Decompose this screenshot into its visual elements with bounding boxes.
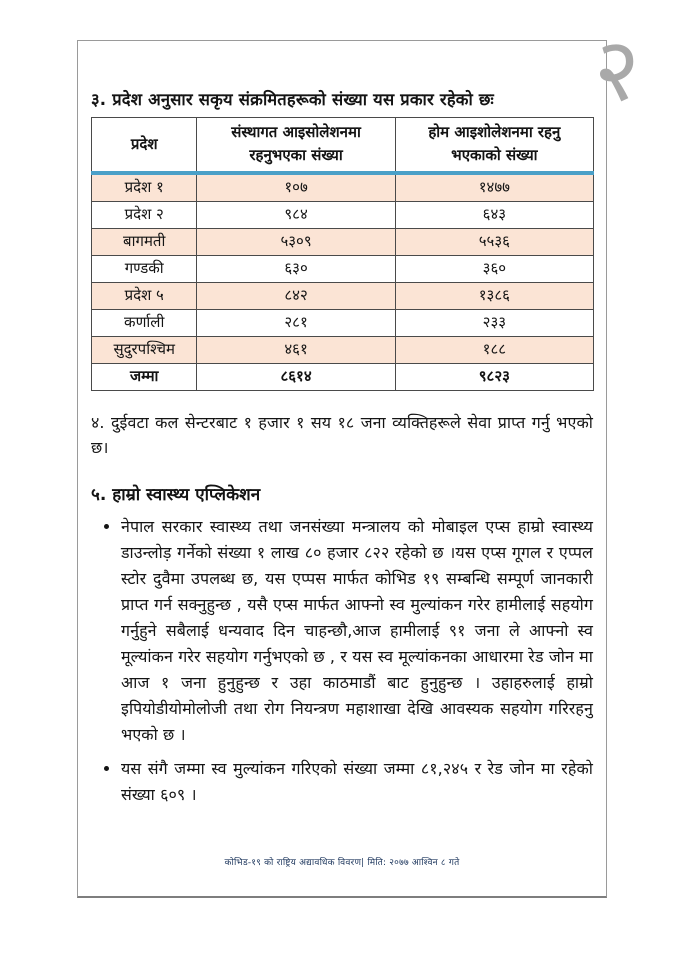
home-count-cell: १८८ [395, 336, 593, 363]
section3-heading: ३. प्रदेश अनुसार सकृय संक्रमितहरूको संख्या यस प्रकार रहेको छः [91, 90, 494, 109]
home-count-cell: १३८६ [395, 282, 593, 309]
home-count-cell: ५५३६ [395, 228, 593, 255]
page-number: २ [594, 18, 640, 121]
province-cell: गण्डकी [92, 255, 197, 282]
home-count-cell: १४७७ [395, 173, 593, 202]
province-cell: प्रदेश २ [92, 201, 197, 228]
header-home-isolation: होम आइशोलेशनमा रहनु भएकाको संख्या [395, 118, 593, 173]
section5-bullet-list [91, 514, 593, 808]
province-cell: कर्णाली [92, 309, 197, 336]
province-cell: प्रदेश ५ [92, 282, 197, 309]
province-isolation-table [91, 117, 594, 391]
table-row [92, 363, 594, 390]
institutional-count-cell: ८४२ [197, 282, 395, 309]
bullet-self-assessment-total: • यस संगै जम्मा स्व मुल्यांकन गरिएको संख्या जम्मा ८१,२४५ र रेड जोन मा रहेको संख्या ६०९ । [121, 756, 593, 808]
province-cell: प्रदेश १ [92, 173, 197, 202]
home-count-cell: ९८२३ [395, 363, 593, 390]
table-row [92, 282, 594, 309]
table-row [92, 173, 594, 202]
institutional-count-cell: ९८४ [197, 201, 395, 228]
table-row [92, 201, 594, 228]
page-border-frame [77, 40, 607, 898]
institutional-count-cell: ४६१ [197, 336, 395, 363]
home-count-cell: ३६० [395, 255, 593, 282]
table-row [92, 228, 594, 255]
table-header-row [92, 118, 594, 173]
institutional-count-cell: १०७ [197, 173, 395, 202]
table-header [92, 118, 594, 173]
header-province: प्रदेश [92, 118, 197, 173]
table-row [92, 309, 594, 336]
province-cell: जम्मा [92, 363, 197, 390]
table-row [92, 255, 594, 282]
header-institutional-isolation: संस्थागत आइसोलेशनमा रहनुभएका संख्या [197, 118, 395, 173]
bullet-app-description: • नेपाल सरकार स्वास्थ्य तथा जनसंख्या मन्त्रालय को मोबाइल एप्स हाम्रो स्वास्थ्य डाउन्लोड़ गर्नेको संख्या १ लाख ८० हजार ८२२ रहेको छ ।यस एप्स गूगल र एप्पल स्टोर दुवैमा उपलब्ध छ, यस एप्पस मार्फत कोभिड १९ सम्बन्धि सम्पूर्ण जानकारी प्राप्त गर्न सक्नुहुन्छ , यसै एप्स मार्फत आफ्नो स्व मुल्यांकन गरेर हामीलाई सहयोग गर्नुहुने सबैलाई धन्यवाद दिन चाहन्छौ,आज हामीलाई ९१ जना ले आफ्नो स्व मूल्यांकन गरेर सहयोग गर्नुभएको छ , र यस स्व मूल्यांकनका आधारमा रेड जोन मा आज १ जना हुनुहुन्छ र उहा काठमाडौं बाट हुनुहुन्छ । उहाहरुलाई हाम्रो इपियोडीयोमोलोजी तथा रोग नियन्त्रण महाशाखा देखि आवस्यक सहयोग गरिरहनु भएको छ । [121, 514, 593, 747]
home-count-cell: ६४३ [395, 201, 593, 228]
province-cell: बागमती [92, 228, 197, 255]
institutional-count-cell: २८१ [197, 309, 395, 336]
institutional-count-cell: ५३०९ [197, 228, 395, 255]
page-footer: कोभिड-१९ को राष्ट्रिय अद्यावधिक विवरण| मिति: २०७७ आश्विन ८ गते [224, 858, 460, 868]
table-row [92, 336, 594, 363]
province-cell: सुदुरपश्चिम [92, 336, 197, 363]
institutional-count-cell: ६३० [197, 255, 395, 282]
institutional-count-cell: ८६१४ [197, 363, 395, 390]
section4-paragraph: ४. दुईवटा कल सेन्टरबाट १ हजार १ सय १८ जना व्यक्तिहरूले सेवा प्राप्त गर्नु भएको छ। [91, 412, 593, 458]
section5-heading: ५. हाम्रो स्वास्थ्य एप्लिकेशन [91, 485, 261, 506]
home-count-cell: २३३ [395, 309, 593, 336]
table-body [92, 173, 594, 391]
